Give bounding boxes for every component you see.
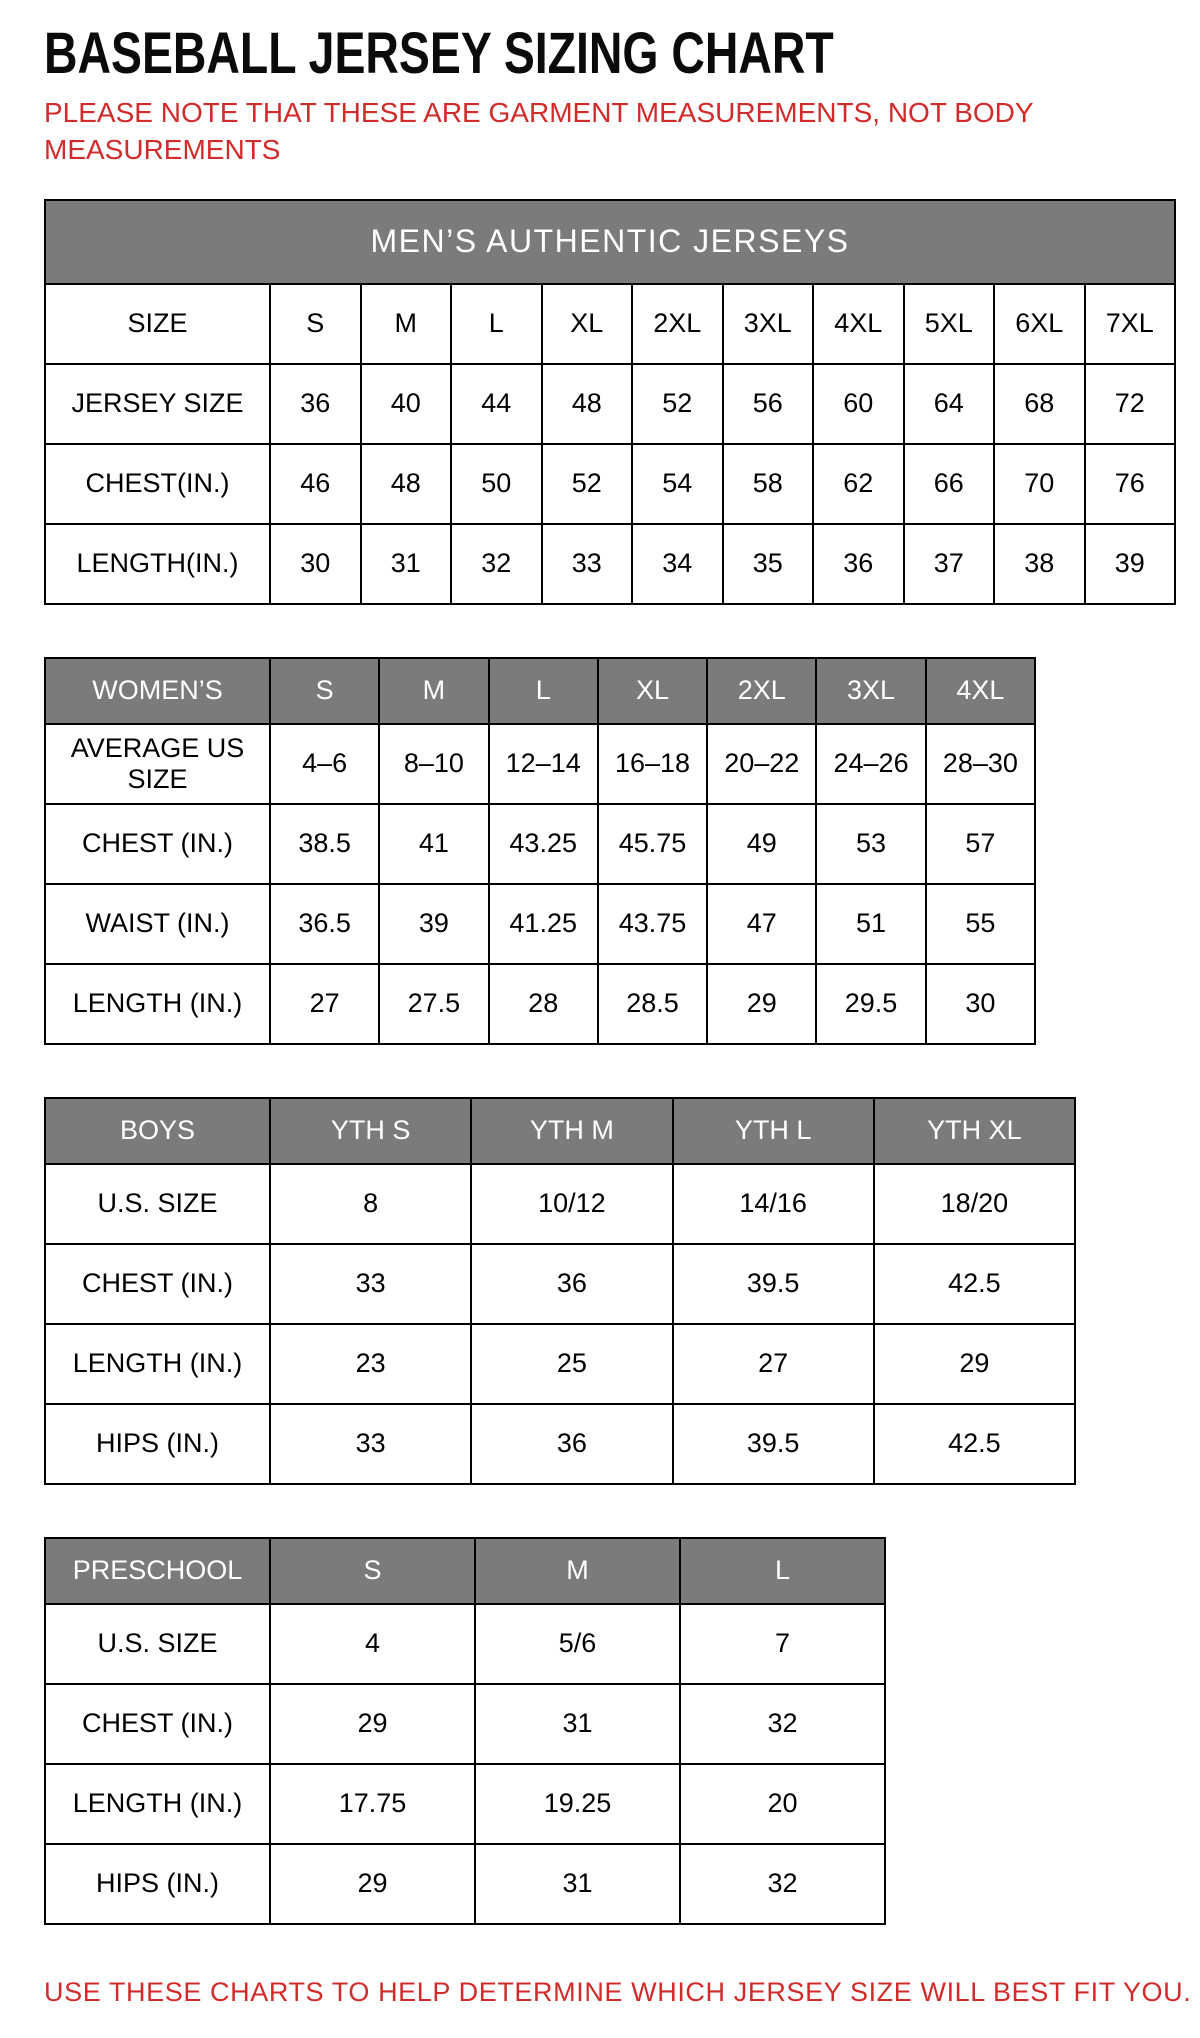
- data-cell: 42.5: [874, 1244, 1075, 1324]
- table-row: [45, 884, 1035, 964]
- table-row: [45, 1164, 1075, 1244]
- data-cell: 66: [904, 444, 995, 524]
- data-cell: 30: [270, 524, 361, 604]
- data-cell: 39: [1085, 524, 1176, 604]
- table-row: [45, 964, 1035, 1044]
- data-cell: 44: [451, 364, 542, 444]
- data-cell: 50: [451, 444, 542, 524]
- data-cell: 36: [471, 1244, 672, 1324]
- data-cell: 31: [361, 524, 452, 604]
- header-size-cell: YTH M: [471, 1098, 672, 1164]
- data-cell: 3XL: [723, 284, 814, 364]
- row-label-cell: SIZE: [45, 284, 270, 364]
- data-cell: 39.5: [673, 1404, 874, 1484]
- data-cell: 27: [673, 1324, 874, 1404]
- row-label-cell: LENGTH (IN.): [45, 1324, 270, 1404]
- data-cell: 38.5: [270, 804, 379, 884]
- table-row: [45, 1844, 885, 1924]
- data-cell: 33: [542, 524, 633, 604]
- data-cell: 41: [379, 804, 488, 884]
- data-cell: 36.5: [270, 884, 379, 964]
- table-row: [45, 1604, 885, 1684]
- data-cell: 20: [680, 1764, 885, 1844]
- data-cell: 4–6: [270, 724, 379, 804]
- row-label-cell: HIPS (IN.): [45, 1844, 270, 1924]
- data-cell: 31: [475, 1684, 680, 1764]
- table-row: [45, 1684, 885, 1764]
- data-cell: 7XL: [1085, 284, 1176, 364]
- data-cell: M: [361, 284, 452, 364]
- data-cell: 27: [270, 964, 379, 1044]
- table-row: [45, 1404, 1075, 1484]
- header-size-cell: S: [270, 1538, 475, 1604]
- table-header-row: [45, 1098, 1075, 1164]
- row-label-cell: U.S. SIZE: [45, 1604, 270, 1684]
- data-cell: 42.5: [874, 1404, 1075, 1484]
- data-cell: 33: [270, 1404, 471, 1484]
- data-cell: 31: [475, 1844, 680, 1924]
- table-row: [45, 524, 1175, 604]
- data-cell: 14/16: [673, 1164, 874, 1244]
- data-cell: 34: [632, 524, 723, 604]
- row-label-cell: CHEST (IN.): [45, 804, 270, 884]
- header-size-cell: YTH S: [270, 1098, 471, 1164]
- data-cell: 24–26: [816, 724, 925, 804]
- header-size-cell: 2XL: [707, 658, 816, 724]
- data-cell: 35: [723, 524, 814, 604]
- data-cell: 36: [813, 524, 904, 604]
- table-title-row: [45, 200, 1175, 284]
- data-cell: 30: [926, 964, 1035, 1044]
- data-cell: 46: [270, 444, 361, 524]
- data-cell: 52: [632, 364, 723, 444]
- data-cell: 52: [542, 444, 633, 524]
- header-label-cell: PRESCHOOL: [45, 1538, 270, 1604]
- data-cell: 39.5: [673, 1244, 874, 1324]
- table-row: [45, 804, 1035, 884]
- data-cell: S: [270, 284, 361, 364]
- table-row: [45, 364, 1175, 444]
- data-cell: 36: [270, 364, 361, 444]
- row-label-cell: WAIST (IN.): [45, 884, 270, 964]
- row-label-cell: AVERAGE US SIZE: [45, 724, 270, 804]
- data-cell: 43.25: [489, 804, 598, 884]
- header-size-cell: L: [680, 1538, 885, 1604]
- data-cell: 4: [270, 1604, 475, 1684]
- data-cell: 4XL: [813, 284, 904, 364]
- data-cell: 2XL: [632, 284, 723, 364]
- data-cell: 28: [489, 964, 598, 1044]
- header-size-cell: M: [475, 1538, 680, 1604]
- data-cell: 25: [471, 1324, 672, 1404]
- data-cell: 54: [632, 444, 723, 524]
- row-label-cell: CHEST (IN.): [45, 1684, 270, 1764]
- table-row: [45, 284, 1175, 364]
- data-cell: 8–10: [379, 724, 488, 804]
- table-row: [45, 1244, 1075, 1324]
- data-cell: 70: [994, 444, 1085, 524]
- header-size-cell: XL: [598, 658, 707, 724]
- data-cell: 41.25: [489, 884, 598, 964]
- table-row: [45, 1324, 1075, 1404]
- data-cell: 7: [680, 1604, 885, 1684]
- data-cell: 49: [707, 804, 816, 884]
- header-size-cell: 3XL: [816, 658, 925, 724]
- data-cell: 29: [707, 964, 816, 1044]
- data-cell: 8: [270, 1164, 471, 1244]
- data-cell: 45.75: [598, 804, 707, 884]
- data-cell: 12–14: [489, 724, 598, 804]
- data-cell: 18/20: [874, 1164, 1075, 1244]
- data-cell: 68: [994, 364, 1085, 444]
- table-row: [45, 724, 1035, 804]
- header-size-cell: S: [270, 658, 379, 724]
- data-cell: 37: [904, 524, 995, 604]
- data-cell: 38: [994, 524, 1085, 604]
- header-size-cell: 4XL: [926, 658, 1035, 724]
- data-cell: 47: [707, 884, 816, 964]
- table-row: [45, 1764, 885, 1844]
- data-cell: 29.5: [816, 964, 925, 1044]
- row-label-cell: CHEST(IN.): [45, 444, 270, 524]
- data-cell: 57: [926, 804, 1035, 884]
- data-cell: 33: [270, 1244, 471, 1324]
- data-cell: 29: [270, 1684, 475, 1764]
- data-cell: 58: [723, 444, 814, 524]
- data-cell: 28.5: [598, 964, 707, 1044]
- row-label-cell: LENGTH (IN.): [45, 1764, 270, 1844]
- data-cell: 27.5: [379, 964, 488, 1044]
- footer-note: USE THESE CHARTS TO HELP DETERMINE WHICH JERSEY SIZE WILL BEST FIT YOU.: [44, 1976, 1192, 2007]
- data-cell: 62: [813, 444, 904, 524]
- table-header-row: [45, 658, 1035, 724]
- data-cell: 32: [680, 1844, 885, 1924]
- data-cell: 72: [1085, 364, 1176, 444]
- womens-sizing-table: [44, 657, 1036, 1045]
- table-header-row: [45, 1538, 885, 1604]
- row-label-cell: LENGTH(IN.): [45, 524, 270, 604]
- preschool-sizing-table: [44, 1537, 886, 1925]
- data-cell: 16–18: [598, 724, 707, 804]
- data-cell: 36: [471, 1404, 672, 1484]
- data-cell: 60: [813, 364, 904, 444]
- data-cell: 55: [926, 884, 1035, 964]
- data-cell: 48: [361, 444, 452, 524]
- mens-authentic-jerseys-table: [44, 199, 1176, 605]
- data-cell: 20–22: [707, 724, 816, 804]
- data-cell: 76: [1085, 444, 1176, 524]
- data-cell: 23: [270, 1324, 471, 1404]
- data-cell: 5/6: [475, 1604, 680, 1684]
- data-cell: 40: [361, 364, 452, 444]
- data-cell: 29: [874, 1324, 1075, 1404]
- data-cell: 48: [542, 364, 633, 444]
- boys-sizing-table: [44, 1097, 1076, 1485]
- data-cell: 53: [816, 804, 925, 884]
- garment-measurement-note: PLEASE NOTE THAT THESE ARE GARMENT MEASUREMENTS, NOT BODY MEASUREMENTS: [44, 96, 1034, 165]
- data-cell: 28–30: [926, 724, 1035, 804]
- row-label-cell: HIPS (IN.): [45, 1404, 270, 1484]
- data-cell: 43.75: [598, 884, 707, 964]
- header-size-cell: YTH L: [673, 1098, 874, 1164]
- data-cell: XL: [542, 284, 633, 364]
- header-size-cell: YTH XL: [874, 1098, 1075, 1164]
- row-label-cell: LENGTH (IN.): [45, 964, 270, 1044]
- data-cell: 32: [680, 1684, 885, 1764]
- data-cell: 51: [816, 884, 925, 964]
- data-cell: 64: [904, 364, 995, 444]
- data-cell: 17.75: [270, 1764, 475, 1844]
- data-cell: 56: [723, 364, 814, 444]
- header-label-cell: WOMEN’S: [45, 658, 270, 724]
- page-title: BASEBALL JERSEY SIZING CHART: [44, 21, 834, 86]
- data-cell: 10/12: [471, 1164, 672, 1244]
- header-size-cell: M: [379, 658, 488, 724]
- header-label-cell: BOYS: [45, 1098, 270, 1164]
- data-cell: 5XL: [904, 284, 995, 364]
- data-cell: L: [451, 284, 542, 364]
- data-cell: 19.25: [475, 1764, 680, 1844]
- table-row: [45, 444, 1175, 524]
- row-label-cell: U.S. SIZE: [45, 1164, 270, 1244]
- row-label-cell: CHEST (IN.): [45, 1244, 270, 1324]
- data-cell: 29: [270, 1844, 475, 1924]
- header-size-cell: L: [489, 658, 598, 724]
- data-cell: 39: [379, 884, 488, 964]
- table-title-cell: MEN’S AUTHENTIC JERSEYS: [45, 200, 1175, 284]
- data-cell: 6XL: [994, 284, 1085, 364]
- row-label-cell: JERSEY SIZE: [45, 364, 270, 444]
- data-cell: 32: [451, 524, 542, 604]
